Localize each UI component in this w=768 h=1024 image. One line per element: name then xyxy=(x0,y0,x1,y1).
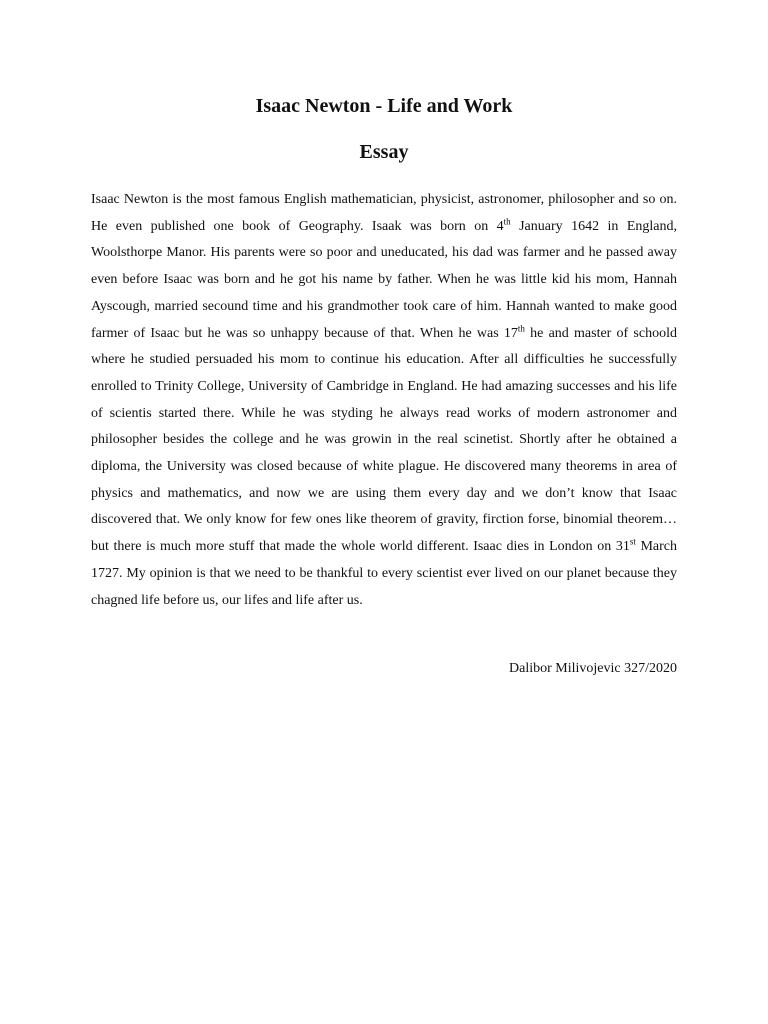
essay-text-part-4: March 1727. My opinion is that we need to be thankful to every scientist ever lived on our planet because they chagned life before us, our lifes and life after us. xyxy=(91,539,677,608)
document-title: Isaac Newton - Life and Work xyxy=(255,95,513,117)
essay-paragraph xyxy=(91,187,677,614)
essay-text-part-1: Isaac Newton is the most famous English mathematician, physicist, astronomer, philosopher and so on. He even published one book of Geography. Isaak was born on 4 xyxy=(91,192,677,234)
essay-text-part-2: January 1642 in England, Woolsthorpe Manor. His parents were so poor and uneducated, his dad was farmer and he passed away even before Isaac was born and he got his name by father. When he was little kid his mom, Hannah Ayscough, married secound time and his grandmother took care of him. Hannah wanted to make good farmer of Isaac but he was so unhappy because of that. When he was 17 xyxy=(91,218,677,341)
ordinal-suffix-1: th xyxy=(503,216,511,227)
essay-text-part-3: he and master of schoold where he studied persuaded his mom to continue his education. After all difficulties he successfully enrolled to Trinity College, University of Cambridge in England. He had amazing successes and his life of scientis started there. While he was styding he always read works of modern astronomer and philosopher besides the college and he was growin in the real scinetist. Shortly after he obtained a diploma, the University was closed because of white plague. He discovered many theorems in area of physics and mathematics, and now we are using them every day and we don’t know that Isaac discovered that. We only know for few ones like theorem of gravity, firction forse, binomial theorem… but there is much more stuff that made the whole world different. Isaac dies in London on 31 xyxy=(91,325,677,555)
document-subtitle: Essay xyxy=(359,141,409,163)
ordinal-suffix-3: st xyxy=(629,536,636,547)
author-signature: Dalibor Milivojevic 327/2020 xyxy=(509,661,677,676)
ordinal-suffix-2: th xyxy=(517,322,525,333)
